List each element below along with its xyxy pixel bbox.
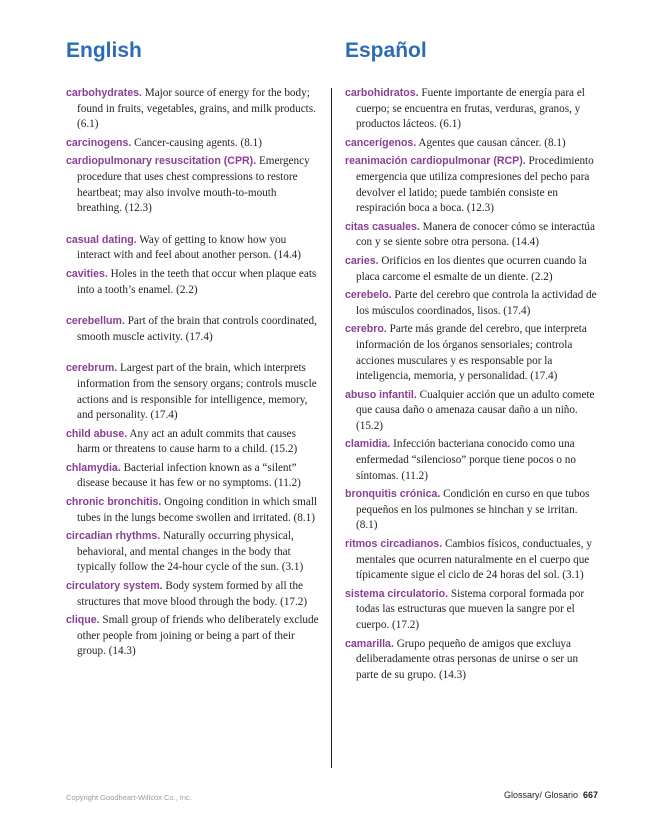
glossary-term: carcinogens. [66, 136, 132, 149]
glossary-definition: Part of the brain that controls coordinated, smooth muscle activity. (17.4) [77, 315, 317, 343]
copyright-notice: Copyright Goodheart-Willcox Co., Inc. [66, 793, 192, 802]
glossary-term: citas casuales. [345, 220, 420, 233]
column-divider [331, 88, 332, 768]
glossary-definition: Infección bacteriana conocido como una enfermedad “silencioso” porque tiene pocos o no síntomas. (11.2) [356, 438, 576, 482]
glossary-entry [345, 487, 597, 534]
glossary-term: cerebellum. [66, 315, 125, 328]
glossary-entry [66, 86, 320, 133]
glossary-definition: Ongoing condition in which small tubes in the lungs become swollen and irritated. (8.1) [77, 496, 318, 524]
glossary-entry [66, 495, 320, 526]
glossary-definition: Grupo pequeño de amigos que excluya deliberadamente otras personas de unirse o ser un parte de su grupo. (14.3) [356, 637, 579, 681]
glossary-definition: Parte más grande del cerebro, que interpreta información de los órganos sensoriales; controla acciones musculares y es responsable por la inteligencia, memoria, y personalidad. (17.4) [356, 323, 587, 383]
glossary-term: chronic bronchitis. [66, 496, 162, 509]
glossary-definition: Emergency procedure that uses chest compressions to restore heartbeat; may also involve mouth-to-mouth breathing. (12.3) [77, 155, 310, 215]
spanish-heading: Español [345, 39, 427, 62]
glossary-definition: Parte del cerebro que controla la actividad de los músculos coordinados, lisos. (17.4) [356, 289, 597, 317]
page-number: 667 [582, 790, 598, 800]
glossary-entry [66, 427, 320, 458]
glossary-entry [66, 579, 320, 610]
glossary-definition: Procedimiento emergencia que utiliza compresiones del pecho para devolver el latido; puede también consiste en respiración boca a boca. (12.3) [356, 155, 594, 215]
glossary-definition: Cambios físicos, conductuales, y mentales que ocurren naturalmente en el cuerpo que típicamente sigue el ciclo de 24 horas del sol. (3.1) [356, 538, 592, 582]
glossary-entry [66, 233, 320, 264]
glossary-entry [66, 461, 320, 492]
glossary-term: bronquitis crónica. [345, 488, 441, 501]
glossary-term: carbohydrates. [66, 87, 142, 99]
glossary-entry [345, 322, 597, 384]
glossary-entry [345, 637, 597, 684]
glossary-entry [66, 267, 320, 298]
glossary-definition: Way of getting to know how you interact with and feel about another person. (14.4) [77, 233, 301, 262]
glossary-term: clique. [66, 614, 100, 627]
glossary-definition: Holes in the teeth that occur when plaque eats into a tooth’s enamel. (2.2) [77, 267, 317, 296]
glossary-definition: Cualquier acción que un adulto comete que causa daño o amenaza causar daño a un niño. (15.2) [356, 388, 595, 432]
glossary-entry [345, 388, 597, 435]
glossary-definition: Major source of energy for the body; found in fruits, vegetables, grains, and milk products. (6.1) [77, 87, 316, 131]
english-column [66, 38, 320, 660]
section-label: Glossary/ Glosario [503, 790, 578, 800]
glossary-entry [66, 154, 320, 216]
glossary-entry [66, 613, 320, 660]
glossary-entry [345, 437, 597, 484]
spanish-entries [345, 86, 597, 683]
glossary-definition: Bacterial infection known as a “silent” disease because it has few or no symptoms. (11.2) [77, 461, 301, 490]
glossary-term: carbohidratos. [345, 87, 419, 99]
glossary-entry [345, 86, 597, 133]
glossary-entry [66, 529, 320, 576]
glossary-term: clamidia. [345, 438, 391, 451]
glossary-definition: Orificios en los dientes que ocurren cuando la placa carcome el esmalte de un diente. (2.2) [356, 254, 587, 283]
english-entries [66, 86, 320, 660]
glossary-definition: Agentes que causan cáncer. (8.1) [416, 136, 566, 149]
glossary-term: circadian rhythms. [66, 530, 161, 543]
glossary-term: child abuse. [66, 427, 128, 440]
glossary-definition: Cancer-causing agents. (8.1) [131, 136, 262, 149]
glossary-term: cerebro. [345, 323, 387, 336]
glossary-term: casual dating. [66, 233, 137, 246]
page-footer [504, 790, 598, 800]
glossary-entry [345, 587, 597, 634]
glossary-definition: Sistema corporal formada por todas las estructuras que mueven la sangre por el cuerpo. (17.2) [356, 587, 585, 631]
glossary-definition: Body system formed by all the structures that move blood through the body. (17.2) [77, 580, 308, 608]
glossary-entry [66, 361, 320, 423]
glossary-term: sistema circulatorio. [345, 587, 449, 600]
glossary-definition: Small group of friends who deliberately exclude other people from joining or being a part of their group. (14.3) [77, 614, 319, 658]
glossary-entry [345, 537, 597, 584]
glossary-term: reanimación cardiopulmonar (RCP). [345, 155, 526, 168]
glossary-term: caries. [345, 254, 379, 267]
glossary-term: chlamydia. [66, 461, 121, 474]
english-heading: English [66, 39, 142, 62]
glossary-entry [66, 314, 320, 345]
glossary-entry [345, 136, 597, 152]
glossary-definition: Naturally occurring physical, behavioral, and mental changes in the body that typically follow the 24-hour cycle of the sun. (3.1) [77, 530, 304, 574]
glossary-term: cardiopulmonary resuscitation (CPR). [66, 155, 257, 168]
spanish-column [345, 38, 597, 683]
glossary-entry [66, 136, 320, 152]
glossary-definition: Condición en curso en que tubos pequeños en los pulmones se hinchan y se irritan. (8.1) [356, 488, 590, 532]
glossary-term: cerebelo. [345, 289, 392, 302]
glossary-entry [345, 154, 597, 216]
glossary-entry [345, 220, 597, 251]
glossary-term: cavities. [66, 267, 108, 280]
glossary-term: cancerígenos. [345, 136, 417, 149]
glossary-term: abuso infantil. [345, 388, 417, 401]
glossary-term: camarilla. [345, 637, 394, 650]
glossary-definition: Fuente importante de energía para el cuerpo; se encuentra en frutas, verduras, granos, y productos lácteos. (6.1) [356, 87, 585, 131]
glossary-definition: Manera de conocer cómo se interactúa con y se siente sobre otra persona. (14.4) [356, 220, 595, 249]
glossary-term: cerebrum. [66, 362, 118, 375]
glossary-entry [345, 288, 597, 319]
glossary-term: ritmos circadianos. [345, 538, 443, 551]
glossary-entry [345, 254, 597, 285]
glossary-term: circulatory system. [66, 580, 163, 593]
glossary-definition: Any act an adult commits that causes harm or threatens to cause harm to a child. (15.2) [77, 427, 298, 456]
glossary-definition: Largest part of the brain, which interprets information from the sensory organs; controls muscle actions and is responsible for intelligence, memory, and personality. (17.4) [77, 362, 317, 422]
